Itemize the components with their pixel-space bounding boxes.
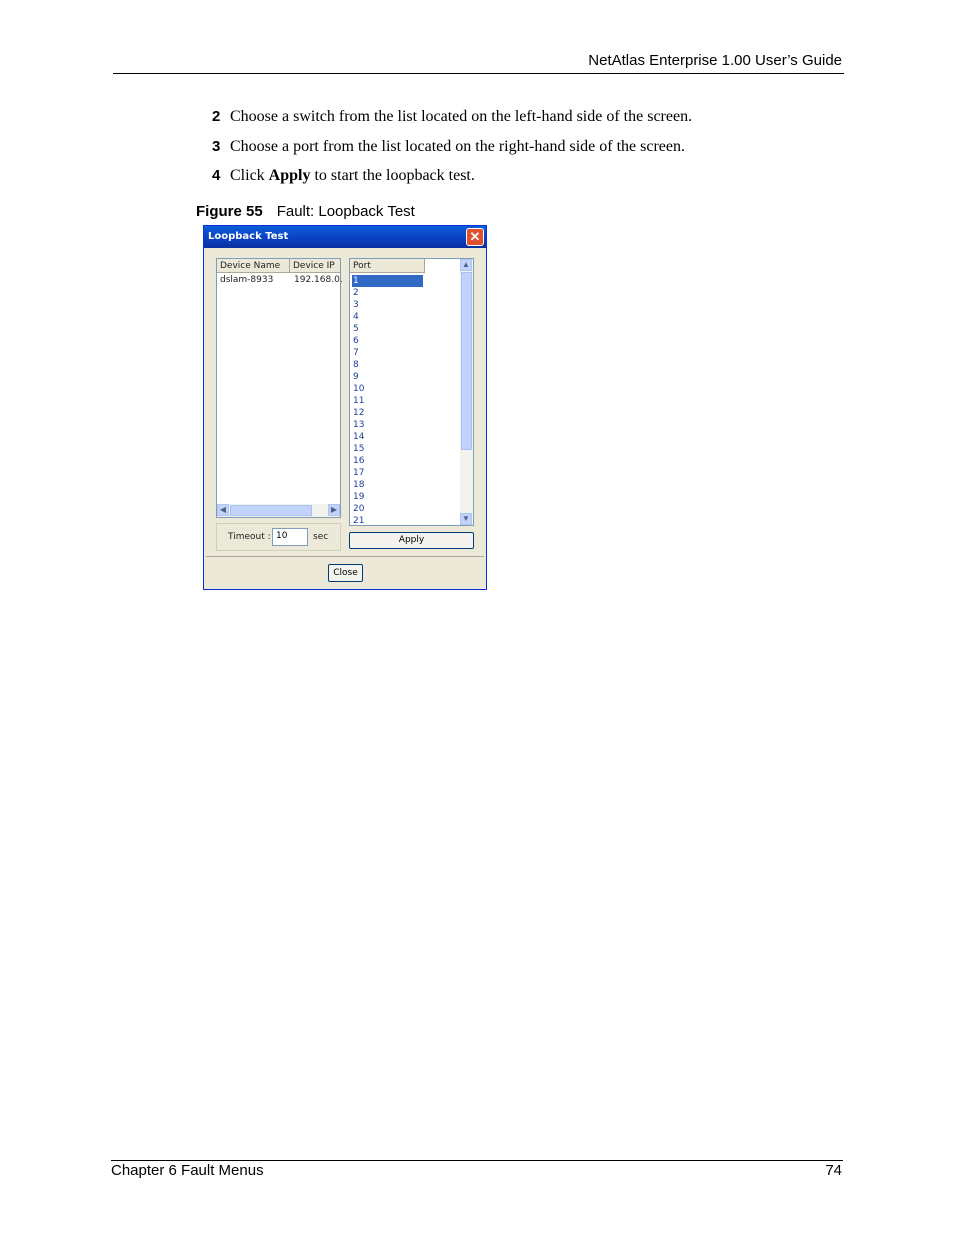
- port-item[interactable]: 1: [352, 275, 423, 287]
- port-item[interactable]: 15: [353, 444, 365, 454]
- scroll-left-icon[interactable]: ◀: [217, 504, 229, 516]
- port-item[interactable]: 4: [353, 312, 359, 322]
- column-header-port[interactable]: Port: [350, 259, 425, 273]
- header-rule: [113, 73, 844, 74]
- close-button[interactable]: Close: [328, 564, 363, 582]
- step-number: 2: [212, 108, 221, 125]
- dialog-separator: [206, 556, 484, 557]
- footer-rule: [111, 1160, 843, 1161]
- port-item[interactable]: 10: [353, 384, 365, 394]
- step-number: 3: [212, 138, 221, 155]
- loopback-test-dialog: [203, 225, 487, 590]
- port-item[interactable]: 18: [353, 480, 365, 490]
- port-list[interactable]: [349, 258, 474, 526]
- scroll-up-icon[interactable]: ▲: [460, 259, 472, 271]
- port-item[interactable]: 2: [353, 288, 359, 298]
- step-number: 4: [212, 167, 221, 184]
- device-ip-cell[interactable]: 192.168.0.: [294, 275, 343, 285]
- step-2: [212, 108, 692, 126]
- scroll-thumb[interactable]: [461, 272, 472, 450]
- device-list[interactable]: [216, 258, 341, 518]
- timeout-label: Timeout :: [228, 532, 271, 542]
- figure-caption: [196, 203, 415, 220]
- step-text: Choose a port from the list located on the right-hand side of the screen.: [230, 138, 685, 155]
- column-header-device-name[interactable]: Device Name: [217, 259, 290, 273]
- port-item[interactable]: 3: [353, 300, 359, 310]
- port-item[interactable]: 9: [353, 372, 359, 382]
- port-item[interactable]: 6: [353, 336, 359, 346]
- port-item[interactable]: 7: [353, 348, 359, 358]
- port-item[interactable]: 14: [353, 432, 365, 442]
- step-text-post: to start the loopback test.: [310, 167, 475, 184]
- vertical-scrollbar[interactable]: [460, 259, 473, 525]
- scroll-down-icon[interactable]: ▼: [460, 513, 472, 525]
- figure-title: Fault: Loopback Test: [276, 203, 415, 220]
- port-item[interactable]: 21: [353, 516, 365, 526]
- apply-button[interactable]: Apply: [349, 532, 474, 549]
- port-item[interactable]: 5: [353, 324, 359, 334]
- device-name-cell[interactable]: dslam-8933: [220, 275, 274, 285]
- running-header: NetAtlas Enterprise 1.00 User’s Guide: [588, 52, 842, 69]
- page-number: 74: [825, 1162, 842, 1179]
- scroll-right-icon[interactable]: ▶: [328, 504, 340, 516]
- port-item[interactable]: 17: [353, 468, 365, 478]
- step-3: [212, 138, 685, 156]
- scroll-thumb[interactable]: [230, 505, 312, 516]
- timeout-input[interactable]: 10: [272, 528, 308, 546]
- column-header-device-ip[interactable]: Device IP: [290, 259, 340, 273]
- port-item[interactable]: 12: [353, 408, 365, 418]
- dialog-title: Loopback Test: [208, 231, 289, 242]
- figure-label: Figure 55: [196, 203, 263, 220]
- port-item[interactable]: 16: [353, 456, 365, 466]
- close-icon[interactable]: ✕: [466, 228, 484, 246]
- port-item[interactable]: 20: [353, 504, 365, 514]
- timeout-unit: sec: [313, 532, 329, 542]
- footer-chapter: Chapter 6 Fault Menus: [111, 1162, 264, 1179]
- port-item[interactable]: 19: [353, 492, 365, 502]
- step-text-pre: Click: [230, 167, 269, 184]
- step-4: [212, 167, 475, 185]
- horizontal-scrollbar[interactable]: [217, 504, 340, 517]
- dialog-titlebar: [204, 226, 486, 248]
- port-item[interactable]: 8: [353, 360, 359, 370]
- step-text-bold: Apply: [268, 167, 311, 184]
- port-item[interactable]: 13: [353, 420, 365, 430]
- timeout-group: [216, 523, 341, 551]
- port-item[interactable]: 11: [353, 396, 365, 406]
- step-text: Choose a switch from the list located on the left-hand side of the screen.: [230, 108, 693, 125]
